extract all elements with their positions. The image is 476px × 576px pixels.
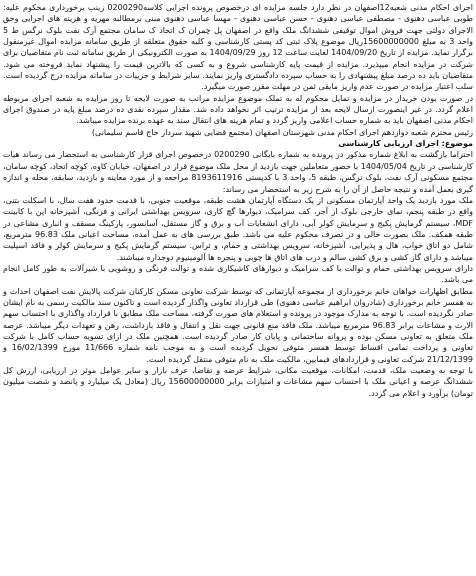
valuation-conclusion: با توجه به وضعیت ملک، قدمت، امکانات، موقعیت مکانی، شرایط عرضه و تقاضا، عرف بازار و سایر عوامل موثر در ارزیابی، ارزش کل ششدانگ عرصه و اعیانی ملک با احتساب سهم مشاعات و امتیازات برابر 15600000000 ریال (معادل یک میلیارد و پانصد و شصت میلیون تومان) برآورد و اعلام می گردد. bbox=[3, 366, 474, 398]
addressee-line: رئیس محترم شعبه دوازدهم اجرای احکام مدنی شهرستان اصفهان (مجتمع قضایی شهید سردار حاج قاسم سلیمانی) bbox=[91, 127, 473, 137]
property-description: ملک مورد بازدید یک واحد آپارتمان مسکونی از یک دستگاه آپارتمان هشت طبقه، موقعیت جنوبی، با قدمت حدود هفت سال، با اسکلت بتنی، واقع در طبقه پنجم، نمای خارجی بلوک از آجر، کف سرامیک، دیوارها گچ کاری، سرویس بهداشتی ایرانی و فرنگی، آشپزخانه اپن با کابینت MDF، سیستم گرمایش پکیج و سرمایش کولر آبی، دارای انشعابات آب و برق و گاز مستقل، آسانسور، پارکینگ مسقف و انباری مشاعی در طبقه همکف. ملک بصورت خالی و در تصرف محکوم علیه می باشد. طبق بررسی های به عمل آمده، مساحت اعیانی ملک 96.83 مترمربع، شامل دو اتاق خواب، هال و پذیرایی، آشپزخانه، سرویس بهداشتی و حمام، و تراس. سیستم گرمایش پکیج و سرمایش کولر و فاقد اسپلیت میباشد و دارای گاز کشی و برق کشی سالم و درب های اتاق ها چوبی و پنجره ها آلومینیوم دوجداره میباشند. bbox=[3, 195, 474, 262]
bathroom-description: دارای سرویس بهداشتی حمام و توالت با کف سرامیک و دیوارهای کاشیکاری شده و توالت فرنگی و روشویی با شیرآلات به طور کامل انجام می باشد. bbox=[3, 263, 473, 285]
subject-line: موضوع: اجرای ارزیابی کارشناسی bbox=[338, 139, 473, 149]
auction-notice-paragraph: اجرای احکام مدنی شعبه12اصفهان در نظر دارد جلسه مزایده ای درخصوص پرونده اجرایی کلاسه0200290 زینب برخورداری محکوم علیه: طوبی عباسی دهنوی - مصطفی عباسی دهنوی - حسن عباسی دهنوی - مهسا عباسی دهنوی مبنی برمطالبه مهریه و هزینه های اجرایی وحق الاجرای دولتی جهت فروش اموال توقیفی ششدانگ ملک واقع در اصفهان پل چمران ک اتحاد ک سامان مجتمع آرک نفت بلوک نرگس ط 5 واحد 3 به مبلغ 15600000000ریال موضوع پلاک ثبتی کد پستی کارشناسی و کلیه حقوق متعلقه از طریق سامانه مزایده اموال غیرمنقول برگزار نماید. مزایده از تاریخ 1404/09/20 لغایت ساعت 12 روز 1404/09/29 به صورت الکترونیکی از طریق سامانه ثبت نام متقاضیان برای شرکت در مزایده انجام میپذیرد. مزایده از قیمت پایه کارشناسی شروع و به کسی که بالاترین قیمت را پیشنهاد نماید فروخته می شود. متقاضیان باید ده درصد مبلغ پیشنهادی را به حساب سپرده دادگستری واریز نمایند. سایر شرایط و جزییات در سامانه مزایده درج گردیده است. سلب اعتبار مزایده در صورت عدم واریز مابقی ثمن در مهلت مقرر صورت میگیرد. bbox=[3, 3, 474, 92]
expert-report-intro: احتراما بازگشت به ابلاغ شماره مذکور در پرونده به شماره بایگانی 0200290 درخصوص اجرای قرار کارشناسی به استحضار می رساند هیات کارشناسی در تاریخ 1404/05/04 با حضور متعاملین جهت بازدید از محل ملک موضوع قرار در اصفهان، خیابان کاوه، کوچه اتحاد، کوچه سامان، مجتمع مسکونی آرک نفت، بلوک نرگس، طبقه 5، واحد 3 با کدپستی 8193611916 مراجعه و از مورد معاینه و بازدید، سابقه، محله و اندازه گیری بعمل آمده و نتیجه حاصل از آن را به شرح زیر به استحضار می رساند: bbox=[3, 150, 474, 194]
ownership-description: مطابق اظهارات خواهان خانم برخورداری از مجموعه آپارتمانی که توسط شرکت تعاونی مسکن کارکنان شرکت پالایش نفت اصفهان احداث و به همسر خانم برخورداری (شادروان ابراهیم عباسی دهنوی) طی قرارداد تعاونی واگذار گردیده است و تاکنون سند مالکیت رسمی به نام ایشان صادر نگردیده است. با توجه به مدارک موجود در پرونده و استعلام های صورت گرفته، مساحت ملک مطابق با قرارداد واگذاری با احتساب سهم الارث و مشاعات برابر 96.83 مترمربع میباشد. ملک فاقد منع قانونی جهت نقل و انتقال و فاقد بازداشت، رهن و تعهدات دیگر میباشد. عرصه ملک متعلق به تعاونی مسکن بوده و پروانه ساختمانی و پایان کار صادر گردیده است. همچنین ملک در ازای تسویه حساب کامل با شرکت تعاونی و پرداخت تمامی اقساط توسط همسر متوفی تحویل گردیده است و به موجب نامه شماره 11/666 مورخ 16/02/1399 و 21/12/1399 شرکت تعاونی و قراردادهای فیمابین، مالکیت ملک به نام متوفی منتقل گردیده است. bbox=[3, 286, 474, 364]
buyer-condition-paragraph: در صورت بودن خریدار در مزایده و تمایل محکوم له به تملک موضوع مزایده مراتب به صورت لایحه تا روز مزایده به شعبه اجرای مربوطه اعلام گردد. در غیر اینصورت ازسال لایحه بعد از مزایده ترتیب اثر نخواهد داده شد. مقدار سپرده نقدی ده درصد مبلغ پایه در صندوق اجرای احکام مدنی اصفهان باید به شماره حساب اعلامی واریز گردد و تمام هزینه های انتقال سند به عهده برنده مزایده میباشد. bbox=[3, 93, 473, 126]
